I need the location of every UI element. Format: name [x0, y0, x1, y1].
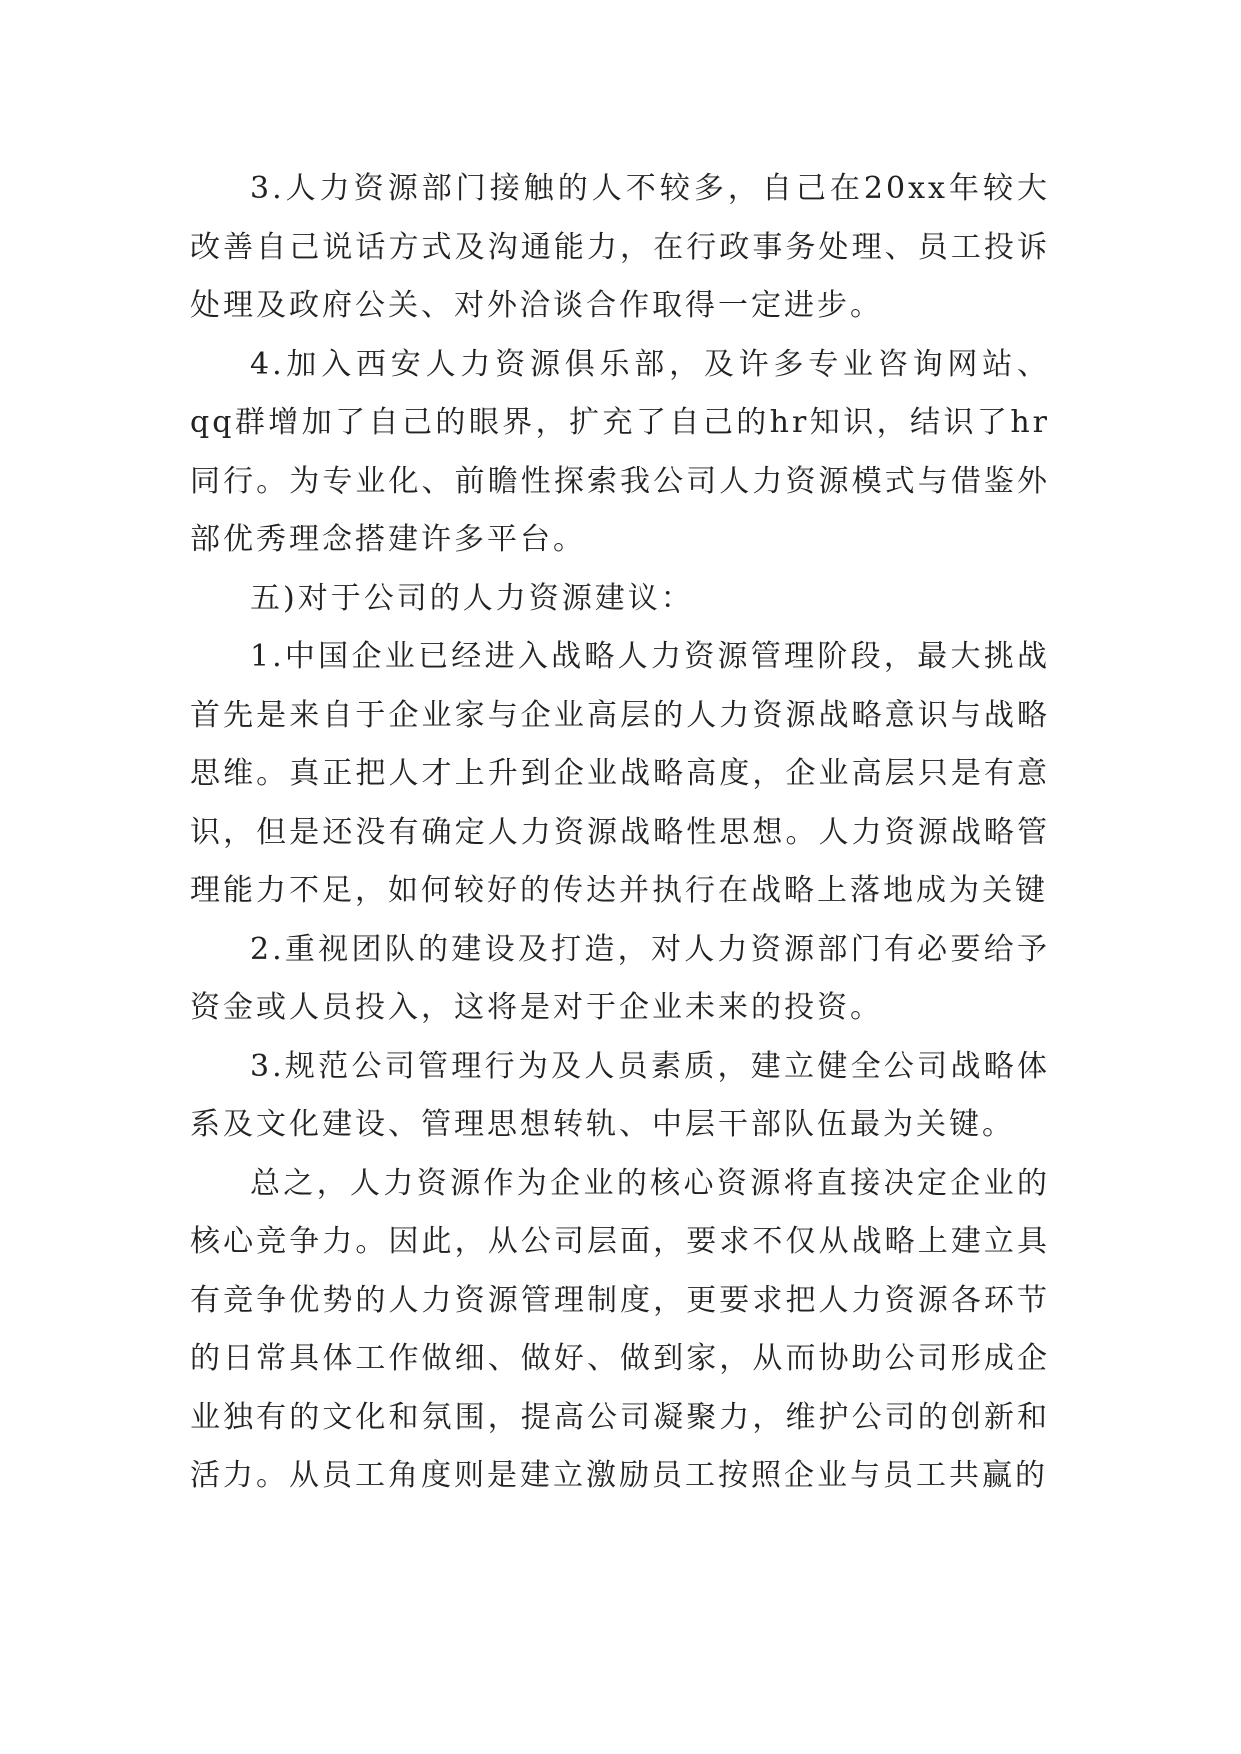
paragraph-item-3-communication: 3.人力资源部门接触的人不较多，自己在20xx年较大改善自己说话方式及沟通能力，在行政事务处理、员工投诉处理及政府公关、对外洽谈合作取得一定进步。: [190, 171, 1050, 323]
paragraph-suggestion-3-management: 3.规范公司管理行为及人员素质，建立健全公司战略体系及文化建设、管理思想转轨、中层干部队伍最为关键。: [190, 1048, 1050, 1142]
paragraph-suggestion-1-strategy: 1.中国企业已经进入战略人力资源管理阶段，最大挑战首先是来自于企业家与企业高层的人力资源战略意识与战略思维。真正把人才上升到企业战略高度，企业高层只是有意识，但是还没有确定人力资源战略性思想。人力资源战略管理能力不足，如何较好的传达并执行在战略上落地成为关键: [190, 639, 1050, 908]
document-body: [190, 160, 1050, 1506]
paragraph-suggestion-2-team: 2.重视团队的建设及打造，对人力资源部门有必要给予资金或人员投入，这将是对于企业未来的投资。: [190, 931, 1050, 1025]
paragraph-item-4-hr-club: 4.加入西安人力资源俱乐部，及许多专业咨询网站、qq群增加了自己的眼界，扩充了自己的hr知识，结识了hr同行。为专业化、前瞻性探索我公司人力资源模式与借鉴外部优秀理念搭建许多平台。: [190, 346, 1050, 557]
paragraph-summary: 总之，人力资源作为企业的核心资源将直接决定企业的核心竞争力。因此，从公司层面，要求不仅从战略上建立具有竞争优势的人力资源管理制度，更要求把人力资源各环节的日常具体工作做细、做好、做到家，从而协助公司形成企业独有的文化和氛围，提高公司凝聚力，维护公司的创新和活力。从员工角度则是建立激励员工按照企业与员工共赢的: [190, 1165, 1050, 1493]
section-heading-hr-suggestions: 五)对于公司的人力资源建议：: [250, 580, 694, 616]
